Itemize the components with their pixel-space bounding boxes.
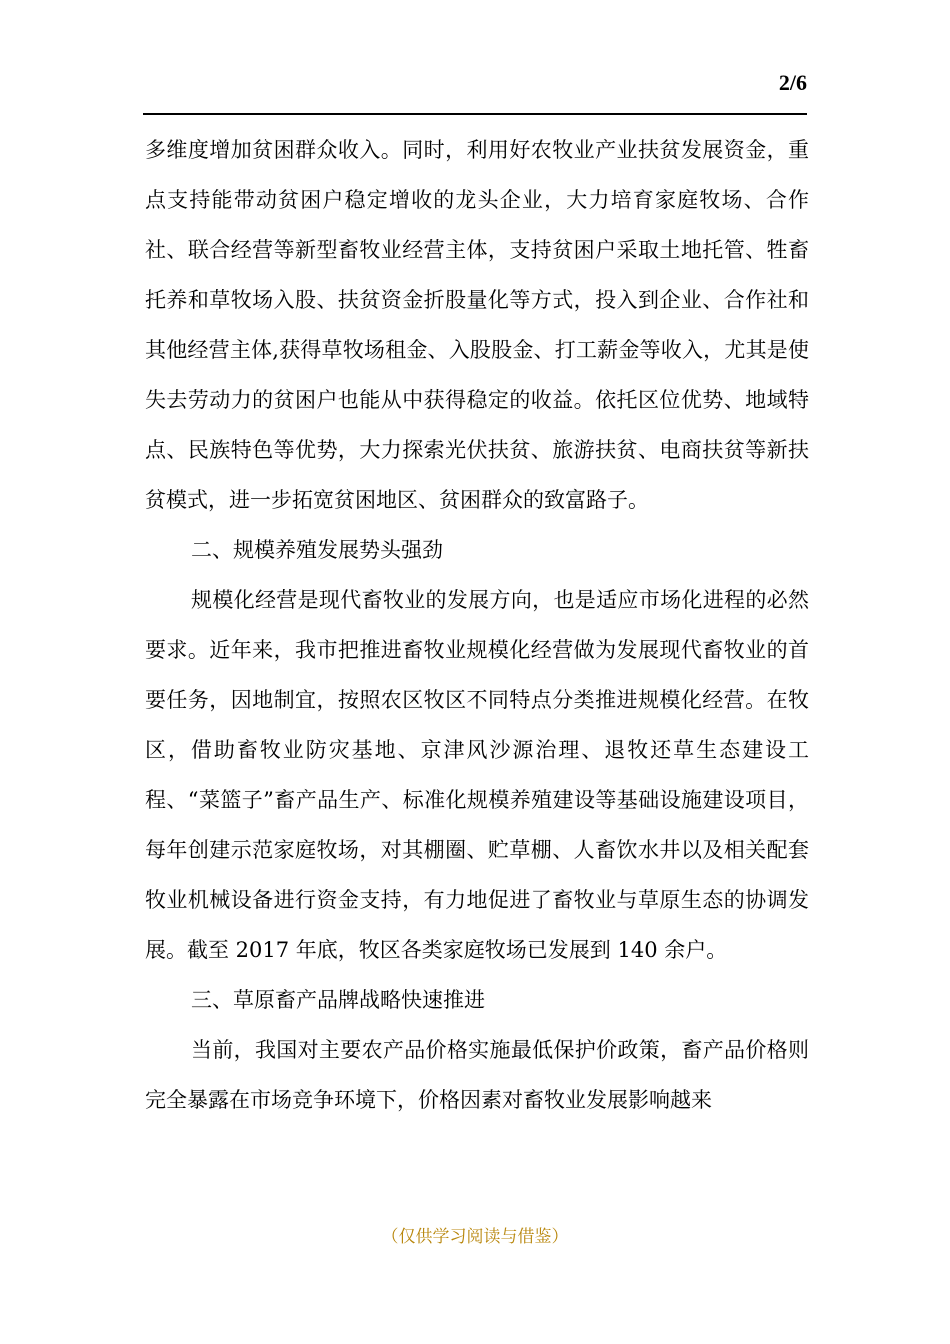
paragraph-3: 当前，我国对主要农产品价格实施最低保护价政策，畜产品价格则完全暴露在市场竞争环境下，价格因素对畜牧业发展影响越来	[145, 1038, 809, 1112]
section-heading-2: 二、规模养殖发展势头强劲	[191, 538, 443, 562]
paragraph-2: 规模化经营是现代畜牧业的发展方向，也是适应市场化进程的必然要求。近年来，我市把推进畜牧业规模化经营做为发展现代畜牧业的首要任务，因地制宜，按照农区牧区不同特点分类推进规模化经营。在牧区，借助畜牧业防灾基地、京津风沙源治理、退牧还草生态建设工程、“菜篮子”畜产品生产、标准化规模养殖建设等基础设施建设项目，每年创建示范家庭牧场，对其棚圈、贮草棚、人畜饮水井以及相关配套牧业机械设备进行资金支持，有力地促进了畜牧业与草原生态的协调发展。截至 2017 年底，牧区各类家庭牧场已发展到 140 余户。	[145, 588, 809, 962]
section-heading-3: 三、草原畜产品牌战略快速推进	[191, 988, 485, 1012]
page-number: 2/6	[778, 70, 807, 95]
document-body	[145, 125, 809, 1125]
header-divider	[143, 113, 807, 115]
paragraph-1: 多维度增加贫困群众收入。同时，利用好农牧业产业扶贫发展资金，重点支持能带动贫困户稳定增收的龙头企业，大力培育家庭牧场、合作社、联合经营等新型畜牧业经营主体，支持贫困户采取土地托管、牲畜托养和草牧场入股、扶贫资金折股量化等方式，投入到企业、合作社和其他经营主体,获得草牧场租金、入股股金、打工薪金等收入，尤其是使失去劳动力的贫困户也能从中获得稳定的收益。依托区位优势、地域特点、民族特色等优势，大力探索光伏扶贫、旅游扶贫、电商扶贫等新扶贫模式，进一步拓宽贫困地区、贫困群众的致富路子。	[145, 138, 809, 512]
footer-disclaimer: （仅供学习阅读与借鉴）	[381, 1227, 569, 1247]
